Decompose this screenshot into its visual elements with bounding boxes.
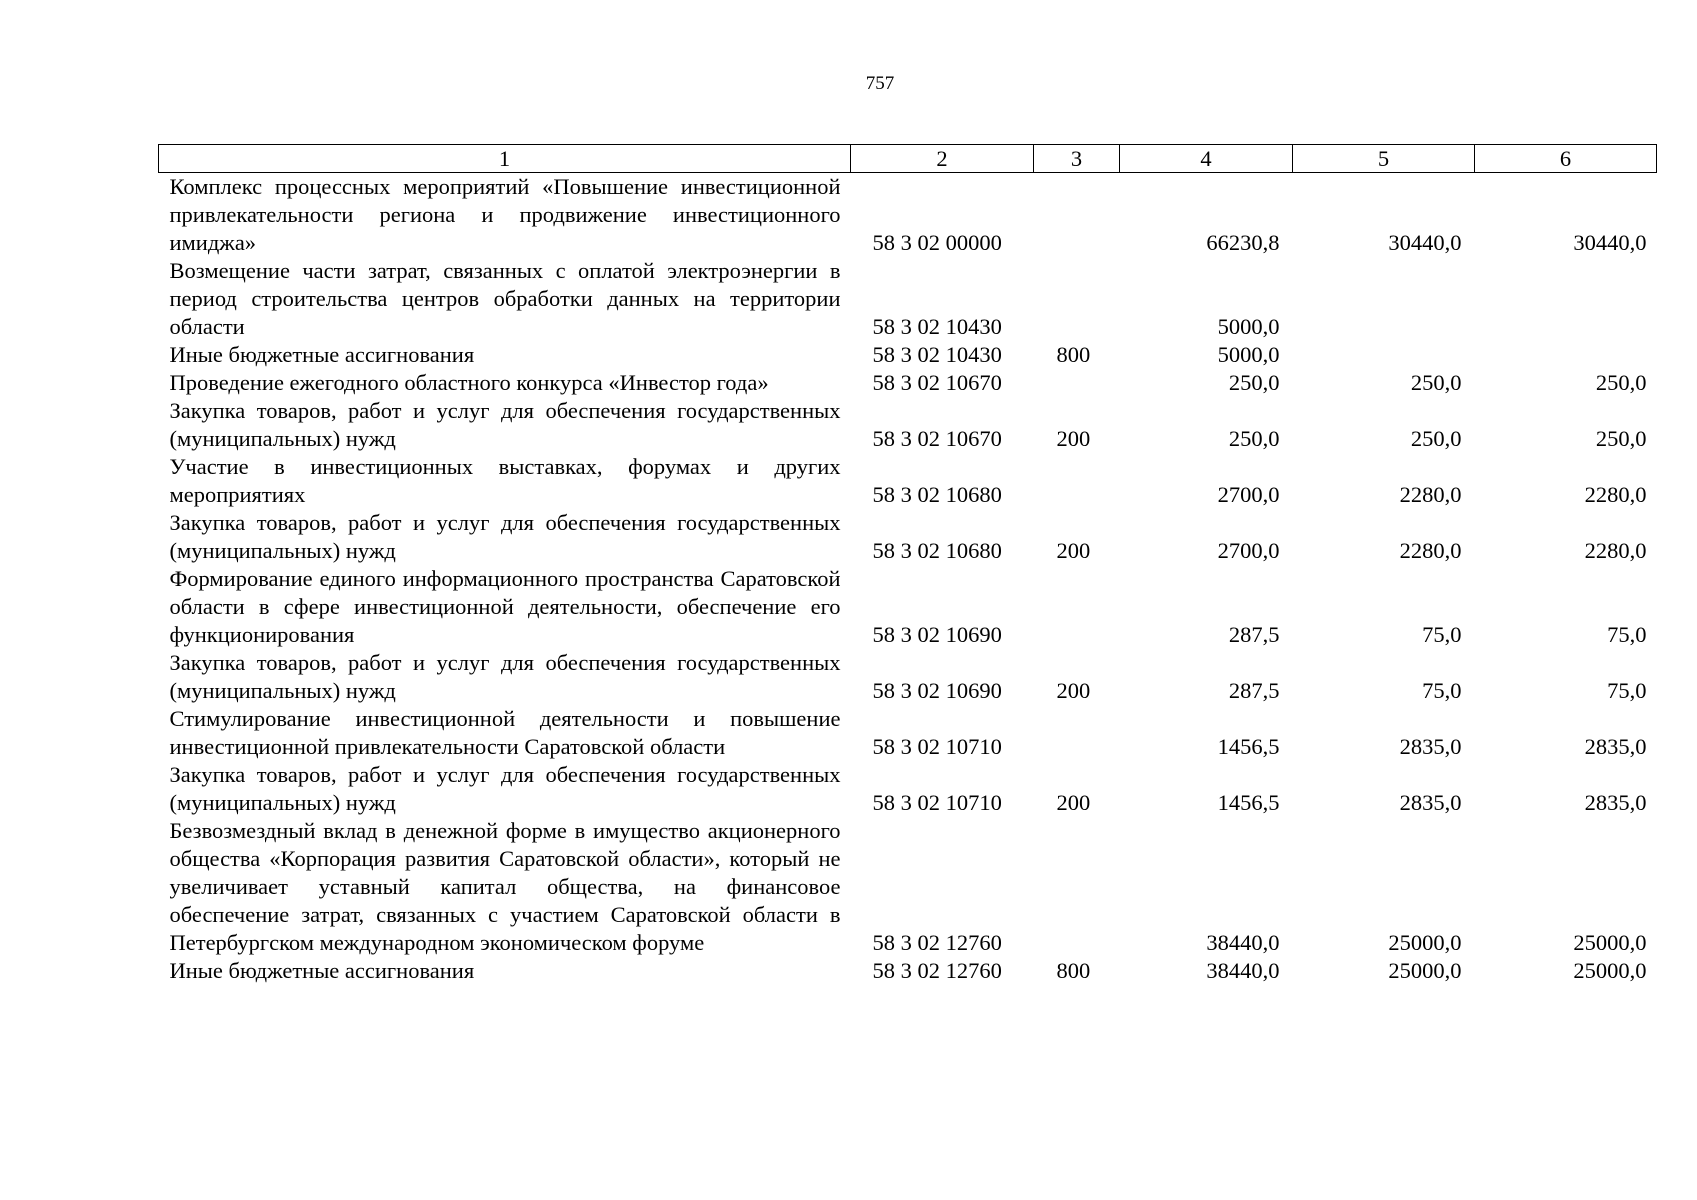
row-code: 58 3 02 00000 [872, 230, 1002, 255]
row-amount-col5: 25000,0 [1388, 958, 1462, 983]
row-expense-type [1034, 565, 1120, 649]
row-amount-col5: 75,0 [1422, 622, 1462, 647]
table-row [159, 257, 1657, 341]
table-row [159, 817, 1657, 957]
table-row [159, 369, 1657, 397]
row-amount-col6: 75,0 [1607, 678, 1647, 703]
column-header-4: 4 [1120, 145, 1293, 173]
row-amount-col6 [1475, 257, 1657, 341]
row-amount-col5: 30440,0 [1388, 230, 1462, 255]
row-code: 58 3 02 10710 [872, 734, 1002, 759]
row-expense-type [1034, 817, 1120, 957]
table-row [159, 705, 1657, 761]
row-expense-type [1034, 705, 1120, 761]
row-name: Формирование единого информационного пространства Саратовской области в сфере инвестиционной деятельности, обеспечение его функционирования [169, 566, 841, 647]
row-amount-col5: 2835,0 [1399, 790, 1462, 815]
table-header-row [159, 145, 1657, 173]
row-code: 58 3 02 10670 [872, 426, 1002, 451]
table-row [159, 957, 1657, 985]
row-expense-type: 200 [1056, 538, 1091, 563]
row-code: 58 3 02 10710 [872, 790, 1002, 815]
row-expense-type [1034, 453, 1120, 509]
row-amount-col5: 75,0 [1422, 678, 1462, 703]
row-amount-col5: 250,0 [1410, 370, 1462, 395]
table-row [159, 761, 1657, 817]
table-row [159, 649, 1657, 705]
column-header-1: 1 [159, 145, 851, 173]
row-name: Проведение ежегодного областного конкурса «Инвестор года» [169, 370, 769, 395]
row-amount-col4: 250,0 [1228, 426, 1280, 451]
row-expense-type: 200 [1056, 790, 1091, 815]
row-code: 58 3 02 10690 [872, 678, 1002, 703]
row-amount-col6 [1475, 341, 1657, 369]
budget-table [158, 144, 1657, 985]
row-amount-col6: 25000,0 [1573, 958, 1647, 983]
row-expense-type [1034, 173, 1120, 258]
row-amount-col5: 2835,0 [1399, 734, 1462, 759]
column-header-5: 5 [1293, 145, 1475, 173]
table-row [159, 565, 1657, 649]
row-amount-col6: 30440,0 [1573, 230, 1647, 255]
row-amount-col5: 2280,0 [1399, 538, 1462, 563]
row-name: Иные бюджетные ассигнования [169, 342, 475, 367]
row-code: 58 3 02 10690 [872, 622, 1002, 647]
row-name: Иные бюджетные ассигнования [169, 958, 475, 983]
row-amount-col6: 2280,0 [1584, 538, 1647, 563]
row-amount-col4: 66230,8 [1206, 230, 1280, 255]
row-amount-col4: 38440,0 [1206, 930, 1280, 955]
column-header-2: 2 [851, 145, 1034, 173]
row-amount-col5: 2280,0 [1399, 482, 1462, 507]
row-name: Возмещение части затрат, связанных с оплатой электроэнергии в период строительства центров обработки данных на территории области [169, 258, 841, 339]
row-code: 58 3 02 10670 [872, 370, 1002, 395]
row-amount-col4: 2700,0 [1217, 482, 1280, 507]
row-amount-col5: 250,0 [1410, 426, 1462, 451]
row-expense-type: 200 [1056, 426, 1091, 451]
row-amount-col4: 5000,0 [1217, 342, 1280, 367]
row-amount-col4: 2700,0 [1217, 538, 1280, 563]
row-code: 58 3 02 10430 [872, 342, 1002, 367]
row-name: Безвозмездный вклад в денежной форме в имущество акционерного общества «Корпорация развития Саратовской области», который не увеличивает уставный капитал общества, на финансовое обеспечение затрат, связанных с участием Саратовской области в Петербургском международном экономическом форуме [169, 818, 841, 955]
row-amount-col4: 38440,0 [1206, 958, 1280, 983]
row-amount-col4: 287,5 [1228, 678, 1280, 703]
table-row [159, 173, 1657, 258]
page-number: 757 [865, 73, 895, 94]
row-code: 58 3 02 12760 [872, 930, 1002, 955]
column-header-6: 6 [1475, 145, 1657, 173]
row-amount-col6: 250,0 [1595, 426, 1647, 451]
row-name: Закупка товаров, работ и услуг для обеспечения государственных (муниципальных) нужд [169, 398, 841, 451]
row-code: 58 3 02 10680 [872, 482, 1002, 507]
row-amount-col5: 25000,0 [1388, 930, 1462, 955]
row-amount-col4: 250,0 [1228, 370, 1280, 395]
row-expense-type: 800 [1056, 342, 1091, 367]
table-row [159, 397, 1657, 453]
row-amount-col6: 75,0 [1607, 622, 1647, 647]
row-name: Закупка товаров, работ и услуг для обеспечения государственных (муниципальных) нужд [169, 650, 841, 703]
row-amount-col6: 2835,0 [1584, 734, 1647, 759]
row-expense-type [1034, 257, 1120, 341]
row-code: 58 3 02 10680 [872, 538, 1002, 563]
table-row [159, 453, 1657, 509]
row-amount-col5 [1293, 341, 1475, 369]
row-name: Стимулирование инвестиционной деятельности и повышение инвестиционной привлекательности Саратовской области [169, 706, 841, 759]
row-name: Закупка товаров, работ и услуг для обеспечения государственных (муниципальных) нужд [169, 762, 841, 815]
table-row [159, 341, 1657, 369]
row-amount-col4: 5000,0 [1217, 314, 1280, 339]
column-header-3: 3 [1034, 145, 1120, 173]
row-amount-col5 [1293, 257, 1475, 341]
row-code: 58 3 02 12760 [872, 958, 1002, 983]
row-amount-col6: 2280,0 [1584, 482, 1647, 507]
row-name: Комплекс процессных мероприятий «Повышение инвестиционной привлекательности региона и продвижение инвестиционного имиджа» [169, 174, 841, 255]
row-amount-col4: 287,5 [1228, 622, 1280, 647]
row-amount-col6: 250,0 [1595, 370, 1647, 395]
row-name: Закупка товаров, работ и услуг для обеспечения государственных (муниципальных) нужд [169, 510, 841, 563]
table-row [159, 509, 1657, 565]
row-expense-type: 200 [1056, 678, 1091, 703]
row-expense-type [1034, 369, 1120, 397]
row-expense-type: 800 [1056, 958, 1091, 983]
row-amount-col4: 1456,5 [1217, 734, 1280, 759]
row-code: 58 3 02 10430 [872, 314, 1002, 339]
row-amount-col6: 25000,0 [1573, 930, 1647, 955]
row-name: Участие в инвестиционных выставках, форумах и других мероприятиях [169, 454, 841, 507]
row-amount-col6: 2835,0 [1584, 790, 1647, 815]
row-amount-col4: 1456,5 [1217, 790, 1280, 815]
